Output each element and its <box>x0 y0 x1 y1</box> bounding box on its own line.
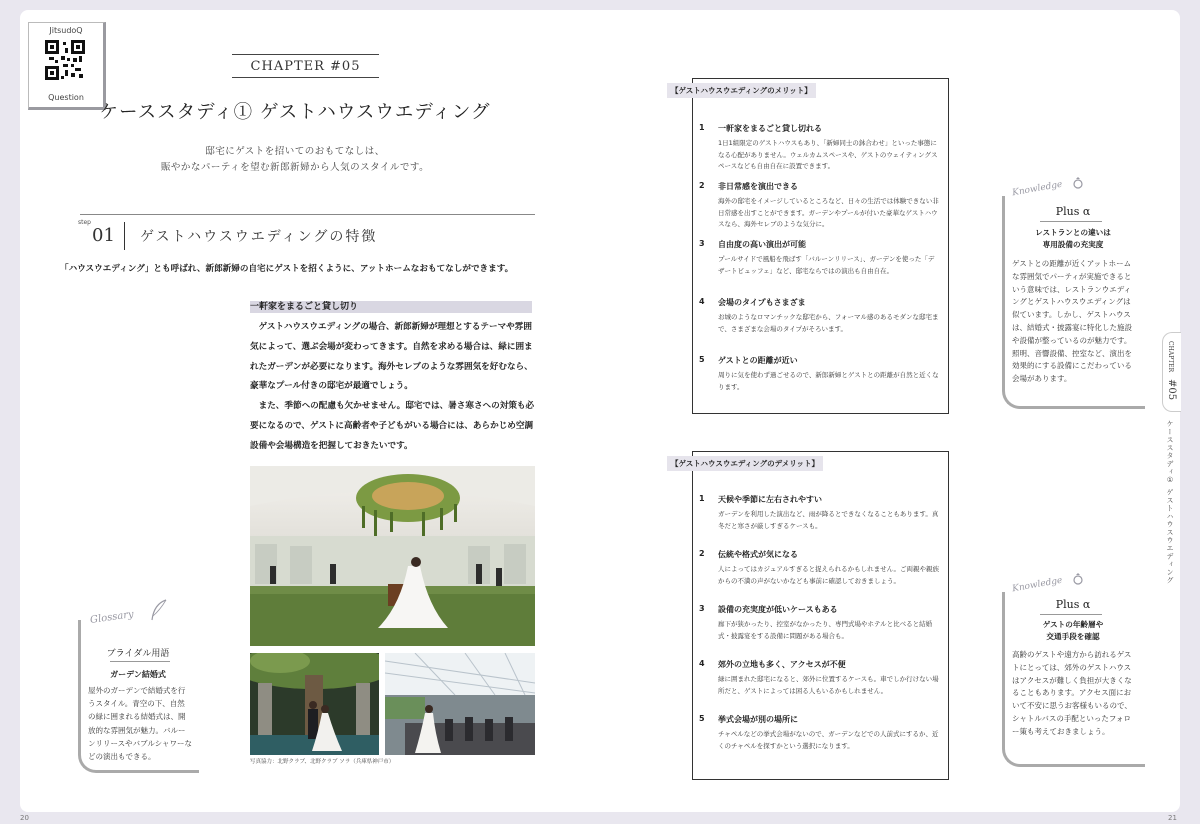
item-title: 一軒家をまるごと貸し切れる <box>718 124 822 133</box>
glossary-title: ブライダル用語 <box>106 649 170 659</box>
item-number: 2 <box>699 549 705 558</box>
section-body <box>250 318 536 457</box>
step-rule <box>80 214 535 215</box>
item-number: 4 <box>699 659 705 668</box>
item-text: 周りに気を使わず過ごせるので、新郎新婦とゲストとの距離が自然と近くなります。 <box>718 371 939 391</box>
knowledge-script-2: Knowledge <box>1011 575 1064 595</box>
lead-text: 「ハウスウエディング」とも呼ばれ、新郎新婦の自宅にゲストを招くように、アットホームなおもてなしができます。 <box>60 264 514 274</box>
glossary-title-rule <box>110 661 170 662</box>
chapter-side-tab[interactable] <box>1162 332 1181 412</box>
qr-module <box>61 76 64 79</box>
item-number: 3 <box>699 604 705 613</box>
item-text: ガーデンを利用した演出など、雨が降るとできなくなることもあります。真冬だと寒さが厳しすぎるケースも。 <box>718 510 939 530</box>
item-title: 自由度の高い演出が可能 <box>718 240 806 249</box>
item-number: 5 <box>699 714 705 723</box>
subtitle-line-1: 邸宅にゲストを招いてのおもてなしは、 <box>205 146 385 157</box>
item-text: プールサイドで風船を飛ばす「バルーンリリース」、ガーデンを使った「デザートビュッフェ」など、邸宅ならではの演出も自由自在。 <box>718 255 935 275</box>
side-tab-number: #05 <box>1166 379 1177 401</box>
qr-module <box>61 56 65 60</box>
qr-module <box>79 56 82 62</box>
photo-glass-terrace <box>385 653 535 755</box>
qr-module <box>63 42 66 45</box>
item-number: 4 <box>699 297 705 306</box>
item-text: 1日1組限定のゲストハウスもあり、「新婦同士の鉢合わせ」といった事態になる心配がありません。ウェルカムスペースや、ゲストのウェイティングスペースなども自由自在に設置できます。 <box>718 139 938 170</box>
item-title: 挙式会場が別の場所に <box>718 715 798 724</box>
qr-module <box>67 58 70 61</box>
plus-alpha-subtitle-line: レストランとの違いは <box>1035 228 1111 237</box>
item-text: 緑に囲まれた邸宅になると、郊外に位置するケースも。車でしか行けない場所だと、ゲストによっては困る人もいるかもしれません。 <box>718 675 939 695</box>
plus-alpha-rule-1 <box>1040 221 1102 222</box>
item-title: 会場のタイプもさまざま <box>718 298 806 307</box>
qr-code-icon[interactable] <box>45 40 85 80</box>
item-text: 廊下が狭かったり、控室がなかったり、専門式場やホテルと比べると結婚式・披露宴をする設備に問題がある場合も。 <box>718 620 933 640</box>
photo-credit: 写真協力：北野クラブ、北野クラブ ソラ（兵庫県神戸市） <box>250 759 395 765</box>
ring-icon <box>1072 573 1084 585</box>
item-title: 天候や季節に左右されやすい <box>718 495 822 504</box>
glossary-script-label: Glossary <box>89 609 135 626</box>
step-label: step <box>78 219 91 226</box>
qr-module <box>63 64 68 67</box>
item-number: 1 <box>699 123 705 132</box>
photo-couple-under-tree <box>250 653 379 755</box>
qr-module <box>71 73 75 77</box>
qr-module <box>49 57 54 60</box>
item-title: 郊外の立地も多く、アクセスが不便 <box>718 660 846 669</box>
feather-pen-icon <box>148 598 170 624</box>
plus-alpha-subtitle-line: 専用設備の充実度 <box>1042 240 1104 249</box>
item-number: 5 <box>699 355 705 364</box>
section-heading: 一軒家をまるごと貸し切り <box>250 301 532 313</box>
demerits-box <box>671 451 949 780</box>
question-badge[interactable] <box>28 22 106 110</box>
chapter-rule-bottom <box>232 77 379 78</box>
glossary-text: 屋外のガーデンで結婚式を行うスタイル。青空の下、自然の緑に囲まれる結婚式は、開放的な雰囲気が魅力。バルーンリリースやバブルシャワーなどの演出もできる。 <box>88 686 192 762</box>
page-title: ケーススタディ① ゲストハウスウエディング <box>99 102 491 123</box>
item-title: 設備の充実度が低いケースもある <box>718 605 838 614</box>
qr-module <box>65 70 68 76</box>
item-number: 2 <box>699 181 705 190</box>
chapter-rule-top <box>232 54 379 55</box>
qr-module <box>50 45 54 49</box>
subtitle-line-2: 賑やかなパーティを望む新郎新婦から人気のスタイルです。 <box>160 162 430 173</box>
item-number: 1 <box>699 494 705 503</box>
badge-bottom-label: Question <box>48 93 84 102</box>
qr-module <box>71 64 74 67</box>
qr-module <box>76 45 80 49</box>
item-title: 伝統や格式が気になる <box>718 550 798 559</box>
plus-alpha-subtitle-line: ゲストの年齢層や <box>1042 620 1104 629</box>
merits-box <box>671 78 949 414</box>
qr-module <box>79 74 83 78</box>
step-divider <box>124 222 125 250</box>
plus-alpha-subtitle-2 <box>1003 619 1143 643</box>
item-title: ゲストとの距離が近い <box>718 356 798 365</box>
badge-top-label: JitsudoQ <box>49 26 83 35</box>
side-tab-chapter: CHAPTER <box>1167 341 1174 373</box>
qr-module <box>65 48 68 53</box>
section-paragraph: また、季節への配慮も欠かせません。邸宅では、暑さ寒さへの対策も必要になるので、ゲストに高齢者や子どもがいる場合には、あらかじめ空調設備や会場構造を把握しておきたいです。 <box>250 401 535 451</box>
qr-module <box>75 68 81 71</box>
plus-alpha-title-1: Plus α <box>1055 205 1091 218</box>
item-text: チャペルなどの挙式会場がないので、ガーデンなどでの人前式にするか、近くのチャペルを探すかという選択になります。 <box>718 730 939 750</box>
ring-icon <box>1072 177 1084 189</box>
knowledge-script-1: Knowledge <box>1011 179 1064 199</box>
item-title: 非日常感を演出できる <box>718 182 798 191</box>
plus-alpha-subtitle-line: 交通手段を確認 <box>1046 632 1100 641</box>
step-title: ゲストハウスウエディングの特徴 <box>140 229 378 245</box>
chapter-label: CHAPTER #05 <box>250 59 361 74</box>
qr-module <box>55 60 58 63</box>
demerits-heading: 【ゲストハウスウエディングのデメリット】 <box>667 456 823 471</box>
item-text: お城のようなロマンチックな邸宅から、フォーマル感のあるモダンな邸宅まで、さまざまな会場のタイプがそろいます。 <box>718 313 939 333</box>
plus-alpha-text-1: ゲストとの距離が近くアットホームな雰囲気でパーティが実施できるという意味では、レストランウエディングとゲストハウスウエディングは似ています。しかし、ゲストハウスは、結婚式・披露宴に特化した施設や設備が整っているのが魅力です。照明、音響設備、控室など、演出を効果的にする設備にこだわっている会場があります。 <box>1012 259 1132 384</box>
qr-module <box>73 58 77 62</box>
section-paragraph: ゲストハウスウエディングの場合、新郎新婦が理想とするテーマや雰囲気によって、選ぶ会場が変わってきます。自然を求める場合は、緑に囲まれたガーデンが必要になります。海外セレブのような雰囲気を好むなら、豪華なプール付きの邸宅が最適でしょう。 <box>250 322 533 392</box>
glossary-term: ガーデン結婚式 <box>110 670 166 679</box>
plus-alpha-rule-2 <box>1040 614 1102 615</box>
item-text: 海外の邸宅をイメージしているところなど、日々の生活では体験できない非日常感を出すことができます。ガーデンやプールが付いた豪華なゲストハウスなら、海外セレブのような気分に。 <box>718 197 939 228</box>
item-text: 人によってはカジュアルすぎると捉えられるかもしれません。ご両親や親族からの不満の声がないかなども事前に確認しておきましょう。 <box>718 565 939 585</box>
plus-alpha-subtitle-1 <box>1003 227 1143 251</box>
page-number-left: 20 <box>20 814 29 822</box>
merits-heading: 【ゲストハウスウエディングのメリット】 <box>667 83 816 98</box>
plus-alpha-text-2: 高齢のゲストや遠方から訪れるゲストにとっては、郊外のゲストハウスはアクセスが難しく負担が大きくなることもあります。アクセス面において不安に思うお客様もいるので、シャトルバスの手配といったフォロー策も考えておきましょう。 <box>1012 650 1132 736</box>
page-number-right: 21 <box>1168 814 1177 822</box>
item-number: 3 <box>699 239 705 248</box>
running-title: ケーススタディ① ゲストハウスウエディング <box>1166 420 1174 585</box>
step-number: 01 <box>92 225 115 246</box>
photo-garden-ceremony <box>250 466 535 646</box>
qr-module <box>50 71 54 75</box>
plus-alpha-title-2: Plus α <box>1055 598 1091 611</box>
